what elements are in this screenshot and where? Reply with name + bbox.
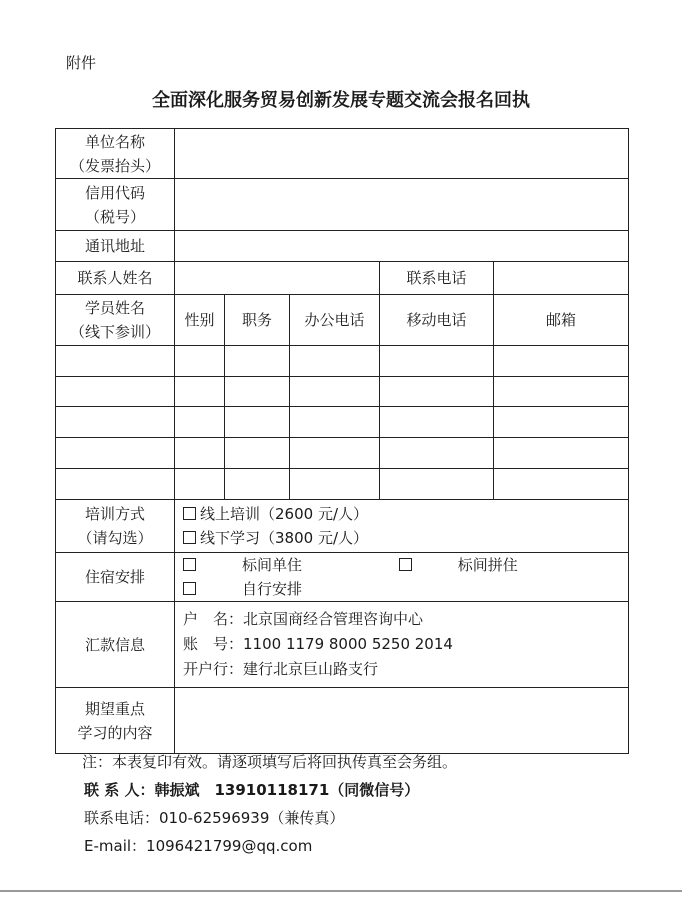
trainee-cell[interactable]: [175, 346, 225, 377]
trainee-cell[interactable]: [494, 438, 629, 469]
trainee-cell[interactable]: [225, 469, 290, 500]
checkbox-icon[interactable]: [183, 558, 196, 571]
expectations-label: 期望重点 学习的内容: [56, 688, 175, 754]
checkbox-icon[interactable]: [183, 531, 196, 544]
trainee-cell[interactable]: [56, 346, 175, 377]
trainee-row: [56, 377, 629, 407]
trainee-row: [56, 469, 629, 500]
checkbox-icon[interactable]: [183, 582, 196, 595]
contact-phone-label: 联系电话: [380, 262, 494, 295]
page-title: 全面深化服务贸易创新发展专题交流会报名回执: [152, 90, 530, 111]
row-expectations: [56, 688, 629, 754]
office-phone-header: 办公电话: [290, 295, 380, 346]
trainee-cell[interactable]: [380, 407, 494, 438]
trainee-cell[interactable]: [380, 469, 494, 500]
trainee-cell[interactable]: [290, 346, 380, 377]
lodging-option-shared[interactable]: 标间拼住: [399, 556, 564, 574]
row-contact: [56, 262, 629, 295]
gender-header: 性别: [175, 295, 225, 346]
credit-code-field[interactable]: [175, 179, 629, 231]
trainee-row: [56, 346, 629, 377]
payment-account-name: 户 名：北京国商经合管理咨询中心: [183, 610, 424, 628]
payment-label: 汇款信息: [56, 602, 175, 688]
row-address: [56, 231, 629, 262]
credit-code-label: 信用代码 （税号）: [56, 179, 175, 231]
row-trainee-header: [56, 295, 629, 346]
row-lodging: [56, 553, 629, 602]
training-mode-label: 培训方式 （请勾选）: [56, 500, 175, 553]
payment-info: [175, 602, 629, 688]
trainee-cell[interactable]: [380, 346, 494, 377]
trainee-cell[interactable]: [494, 377, 629, 407]
trainee-cell[interactable]: [494, 469, 629, 500]
trainee-cell[interactable]: [56, 377, 175, 407]
trainee-cell[interactable]: [175, 438, 225, 469]
payment-bank: 开户行：建行北京巨山路支行: [183, 660, 379, 678]
contact-phone: 联系电话：010-62596939（兼传真）: [84, 809, 345, 827]
bottom-divider: [0, 890, 682, 892]
lodging-option-self[interactable]: 自行安排: [183, 580, 348, 598]
trainee-cell[interactable]: [290, 377, 380, 407]
address-label: 通讯地址: [56, 231, 175, 262]
training-option-online[interactable]: 线上培训（2600 元/人）: [183, 502, 628, 526]
trainee-name-header: 学员姓名 （线下参训）: [56, 295, 175, 346]
trainee-row: [56, 438, 629, 469]
trainee-cell[interactable]: [290, 438, 380, 469]
checkbox-icon[interactable]: [183, 507, 196, 520]
attachment-label: 附件: [66, 54, 97, 72]
trainee-cell[interactable]: [380, 377, 494, 407]
trainee-cell[interactable]: [290, 469, 380, 500]
training-option-offline[interactable]: 线下学习（3800 元/人）: [183, 526, 628, 550]
registration-form-table: [55, 128, 629, 754]
trainee-cell[interactable]: [56, 469, 175, 500]
expectations-field[interactable]: [175, 688, 629, 754]
lodging-options: [175, 553, 629, 602]
trainee-cell[interactable]: [225, 438, 290, 469]
payment-account-number: 账 号：1100 1179 8000 5250 2014: [183, 635, 453, 653]
row-company-name: [56, 129, 629, 179]
checkbox-icon[interactable]: [399, 558, 412, 571]
trainee-cell[interactable]: [494, 407, 629, 438]
contact-email: E-mail：1096421799@qq.com: [84, 837, 313, 855]
form-note: 注：本表复印有效。请逐项填写后将回执传真至会务组。: [82, 753, 458, 771]
mobile-phone-header: 移动电话: [380, 295, 494, 346]
company-name-field[interactable]: [175, 129, 629, 179]
trainee-cell[interactable]: [225, 346, 290, 377]
trainee-cell[interactable]: [175, 377, 225, 407]
contact-phone-field[interactable]: [494, 262, 629, 295]
trainee-cell[interactable]: [175, 469, 225, 500]
lodging-label: 住宿安排: [56, 553, 175, 602]
trainee-cell[interactable]: [290, 407, 380, 438]
trainee-cell[interactable]: [175, 407, 225, 438]
row-training-mode: [56, 500, 629, 553]
email-header: 邮箱: [494, 295, 629, 346]
position-header: 职务: [225, 295, 290, 346]
row-credit-code: [56, 179, 629, 231]
trainee-row: [56, 407, 629, 438]
trainee-cell[interactable]: [225, 377, 290, 407]
contact-person: 联 系 人：韩振斌 13910118171（同微信号）: [84, 781, 420, 799]
address-field[interactable]: [175, 231, 629, 262]
company-name-label: 单位名称 （发票抬头）: [56, 129, 175, 179]
row-payment: [56, 602, 629, 688]
trainee-cell[interactable]: [225, 407, 290, 438]
training-options: [175, 500, 629, 553]
contact-name-field[interactable]: [175, 262, 380, 295]
trainee-cell[interactable]: [380, 438, 494, 469]
trainee-cell[interactable]: [494, 346, 629, 377]
contact-notes: [84, 748, 457, 860]
contact-name-label: 联系人姓名: [56, 262, 175, 295]
trainee-cell[interactable]: [56, 407, 175, 438]
trainee-cell[interactable]: [56, 438, 175, 469]
lodging-option-single[interactable]: 标间单住: [183, 556, 348, 574]
